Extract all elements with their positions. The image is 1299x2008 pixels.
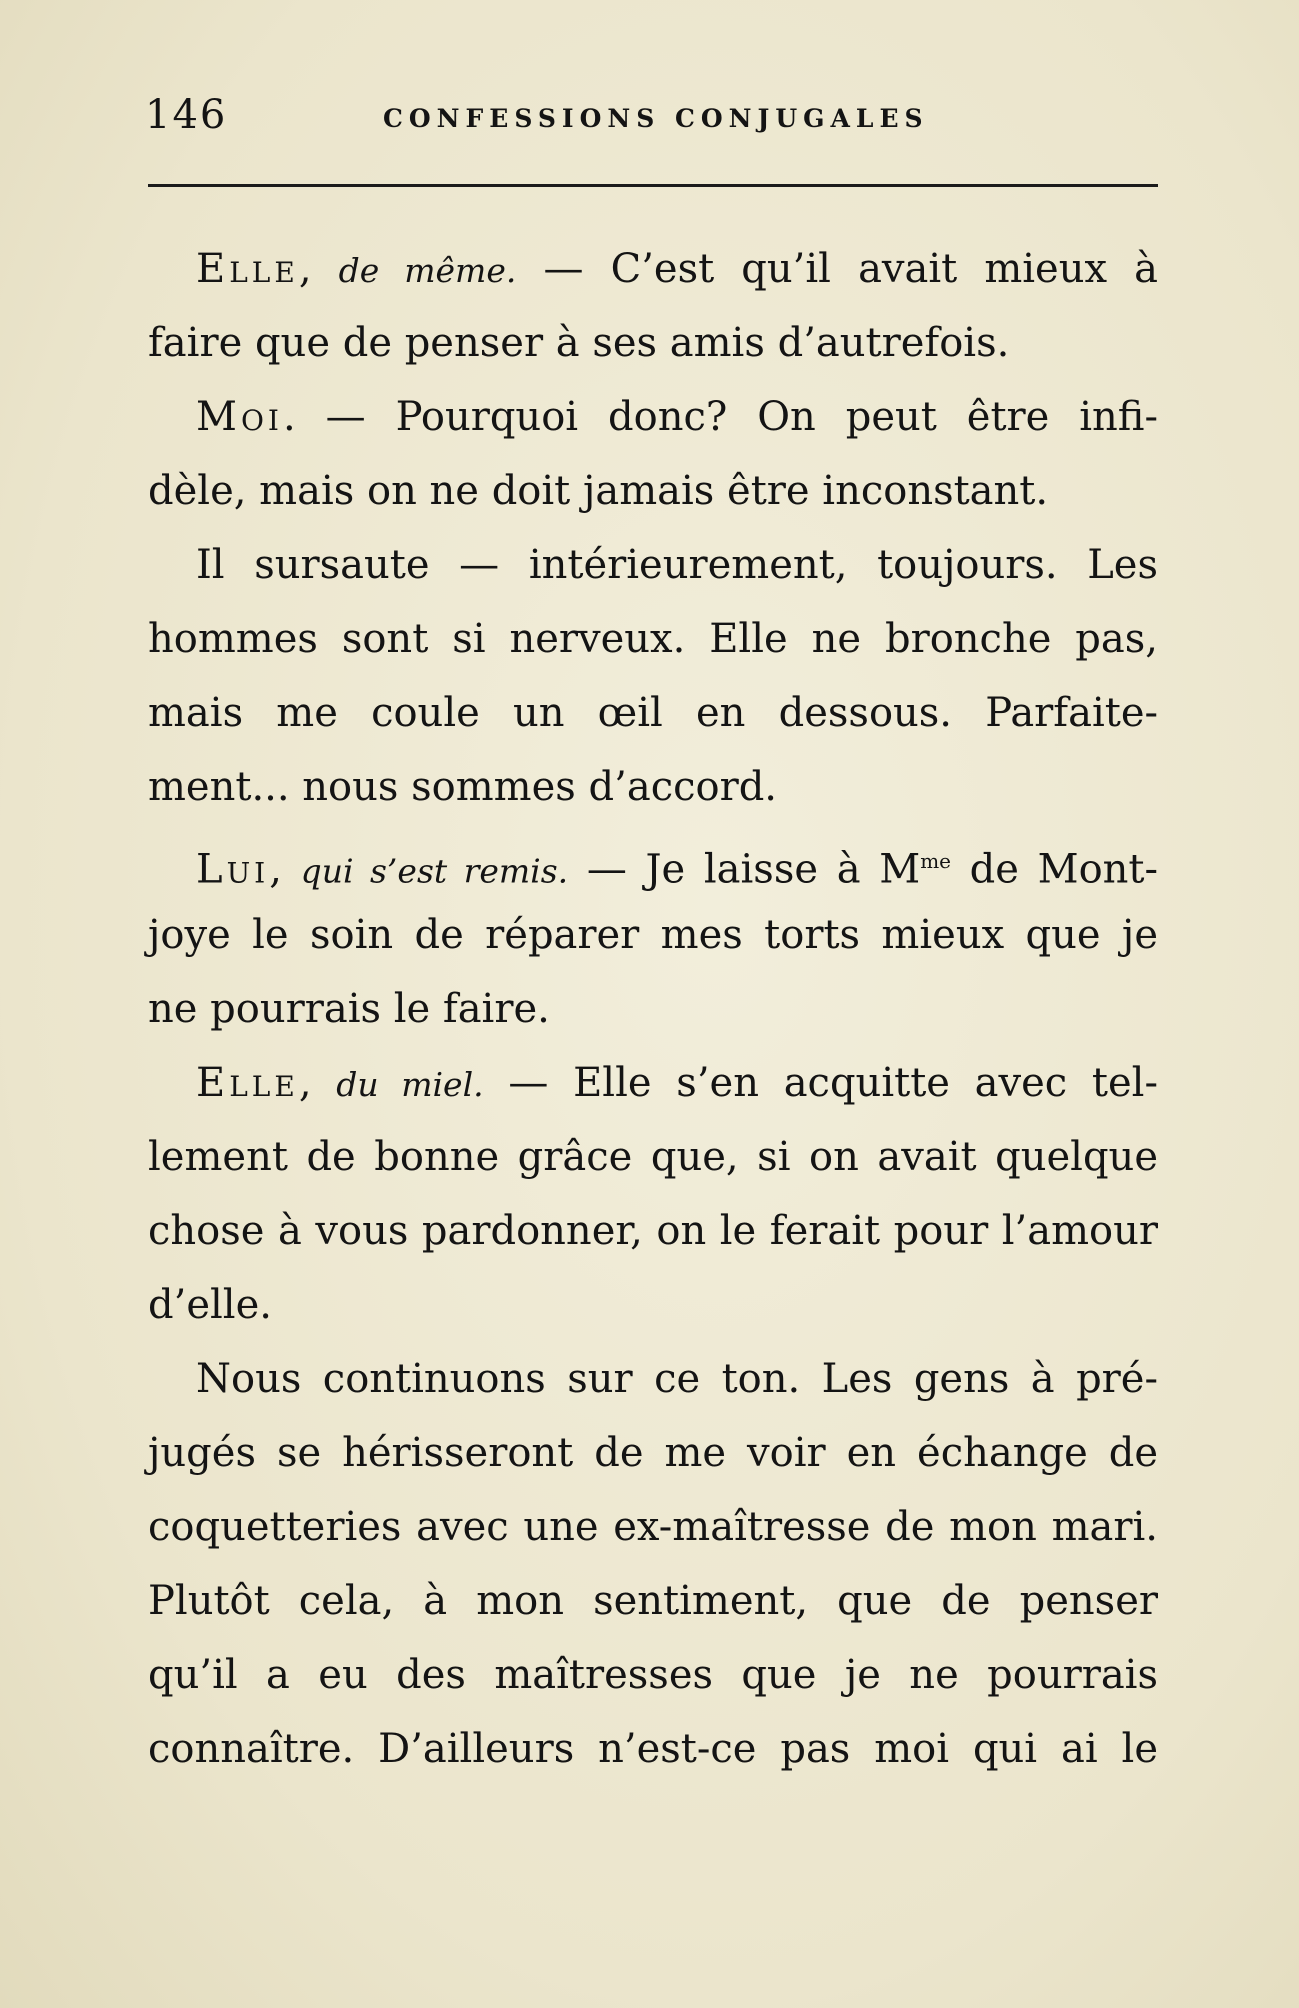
header-rule	[148, 184, 1158, 187]
text-line: Il sursaute — intérieurement, toujours. Les	[196, 542, 1158, 588]
text-line: Lui, qui s’est remis. — Je laisse à $M^{me}$ de Mont-	[196, 846, 1159, 893]
text-block	[148, 232, 1158, 1786]
stage-direction: du miel.	[336, 1065, 484, 1104]
text-line: joye le soin de réparer mes torts mieux que je	[148, 912, 1158, 958]
stage-direction: qui s’est remis.	[300, 851, 569, 891]
speaker-name: Elle	[196, 1060, 299, 1106]
running-head	[145, 92, 1155, 140]
speaker-name: Lui	[196, 846, 270, 893]
text-line: ment... nous sommes d’accord.	[148, 764, 778, 810]
text-line: ne pourrais le faire.	[148, 986, 550, 1032]
text-line: coquetteries avec une ex-maîtresse de mon mari.	[148, 1504, 1158, 1550]
text-line: mais me coule un œil en dessous. Parfaite-	[148, 690, 1158, 736]
text-line: d’elle.	[148, 1282, 272, 1328]
text-line: lement de bonne grâce que, si on avait quelque	[148, 1134, 1158, 1180]
text-line: dèle, mais on ne doit jamais être inconstant.	[148, 468, 1049, 514]
text-line: Moi. — Pourquoi donc? On peut être infi-	[196, 394, 1158, 440]
text-line: Plutôt cela, à mon sentiment, que de penser	[148, 1578, 1158, 1624]
text-line: chose à vous pardonner, on le ferait pour l’amour	[148, 1208, 1158, 1254]
stage-direction: de même.	[338, 251, 517, 290]
speaker-name: Elle	[196, 246, 299, 292]
text-line: qu’il a eu des maîtresses que je ne pourrais	[148, 1652, 1158, 1698]
page-number: 146	[145, 92, 228, 138]
text-line: connaître. D’ailleurs n’est-ce pas moi qui ai le	[148, 1726, 1158, 1772]
speaker-name: Moi	[196, 394, 283, 440]
text-line: faire que de penser à ses amis d’autrefois.	[148, 320, 1010, 366]
text-line: Nous continuons sur ce ton. Les gens à pré-	[196, 1356, 1158, 1402]
running-title: CONFESSIONS CONJUGALES	[383, 104, 929, 133]
text-line: jugés se hérisseront de me voir en échange de	[148, 1430, 1158, 1476]
text-line: Elle, du miel. — Elle s’en acquitte avec tel-	[196, 1060, 1158, 1106]
text-line: hommes sont si nerveux. Elle ne bronche pas,	[148, 616, 1158, 662]
text-line: Elle, de même. — C’est qu’il avait mieux à	[196, 246, 1159, 292]
